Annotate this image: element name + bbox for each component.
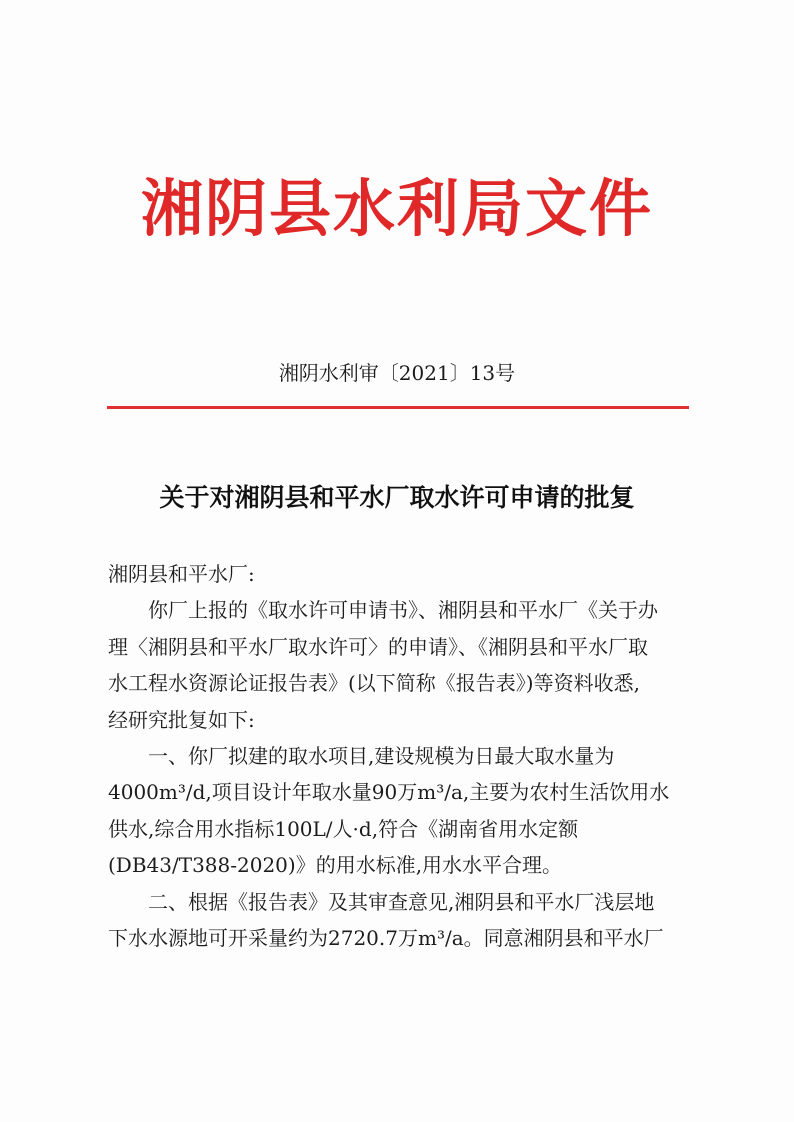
body-line: (DB43/T388-2020)》的用水标准,用水水平合理。 bbox=[108, 853, 563, 878]
red-divider-line bbox=[107, 406, 689, 409]
body-line: 二、根据《报告表》及其审查意见,湘阴县和平水厂浅层地 bbox=[148, 889, 655, 914]
body-line: 一、你厂拟建的取水项目,建设规模为日最大取水量为 bbox=[148, 743, 615, 768]
body-line: 你厂上报的《取水许可申请书》、湘阴县和平水厂《关于办 bbox=[148, 598, 658, 623]
document-body bbox=[108, 556, 698, 956]
document-number: 湘阴水利审〔2021〕13号 bbox=[278, 361, 516, 385]
body-line: 4000m³/d,项目设计年取水量90万m³/a,主要为农村生活饮用水 bbox=[108, 780, 670, 805]
body-line: 理〈湘阴县和平水厂取水许可〉的申请》、《湘阴县和平水厂取 bbox=[108, 634, 648, 659]
salutation: 湘阴县和平水厂: bbox=[108, 562, 255, 586]
body-line: 水工程水资源论证报告表》(以下简称《报告表》)等资料收悉, bbox=[108, 671, 640, 696]
body-line: 经研究批复如下: bbox=[108, 707, 255, 732]
body-line: 下水水源地可开采量约为2720.7万m³/a。同意湘阴县和平水厂 bbox=[108, 925, 664, 950]
issuer-header: 湘阴县水利局文件 bbox=[140, 172, 653, 245]
body-line: 供水,综合用水指标100L/人·d,符合《湖南省用水定额 bbox=[108, 816, 579, 841]
document-title: 关于对湘阴县和平水厂取水许可申请的批复 bbox=[159, 483, 635, 512]
